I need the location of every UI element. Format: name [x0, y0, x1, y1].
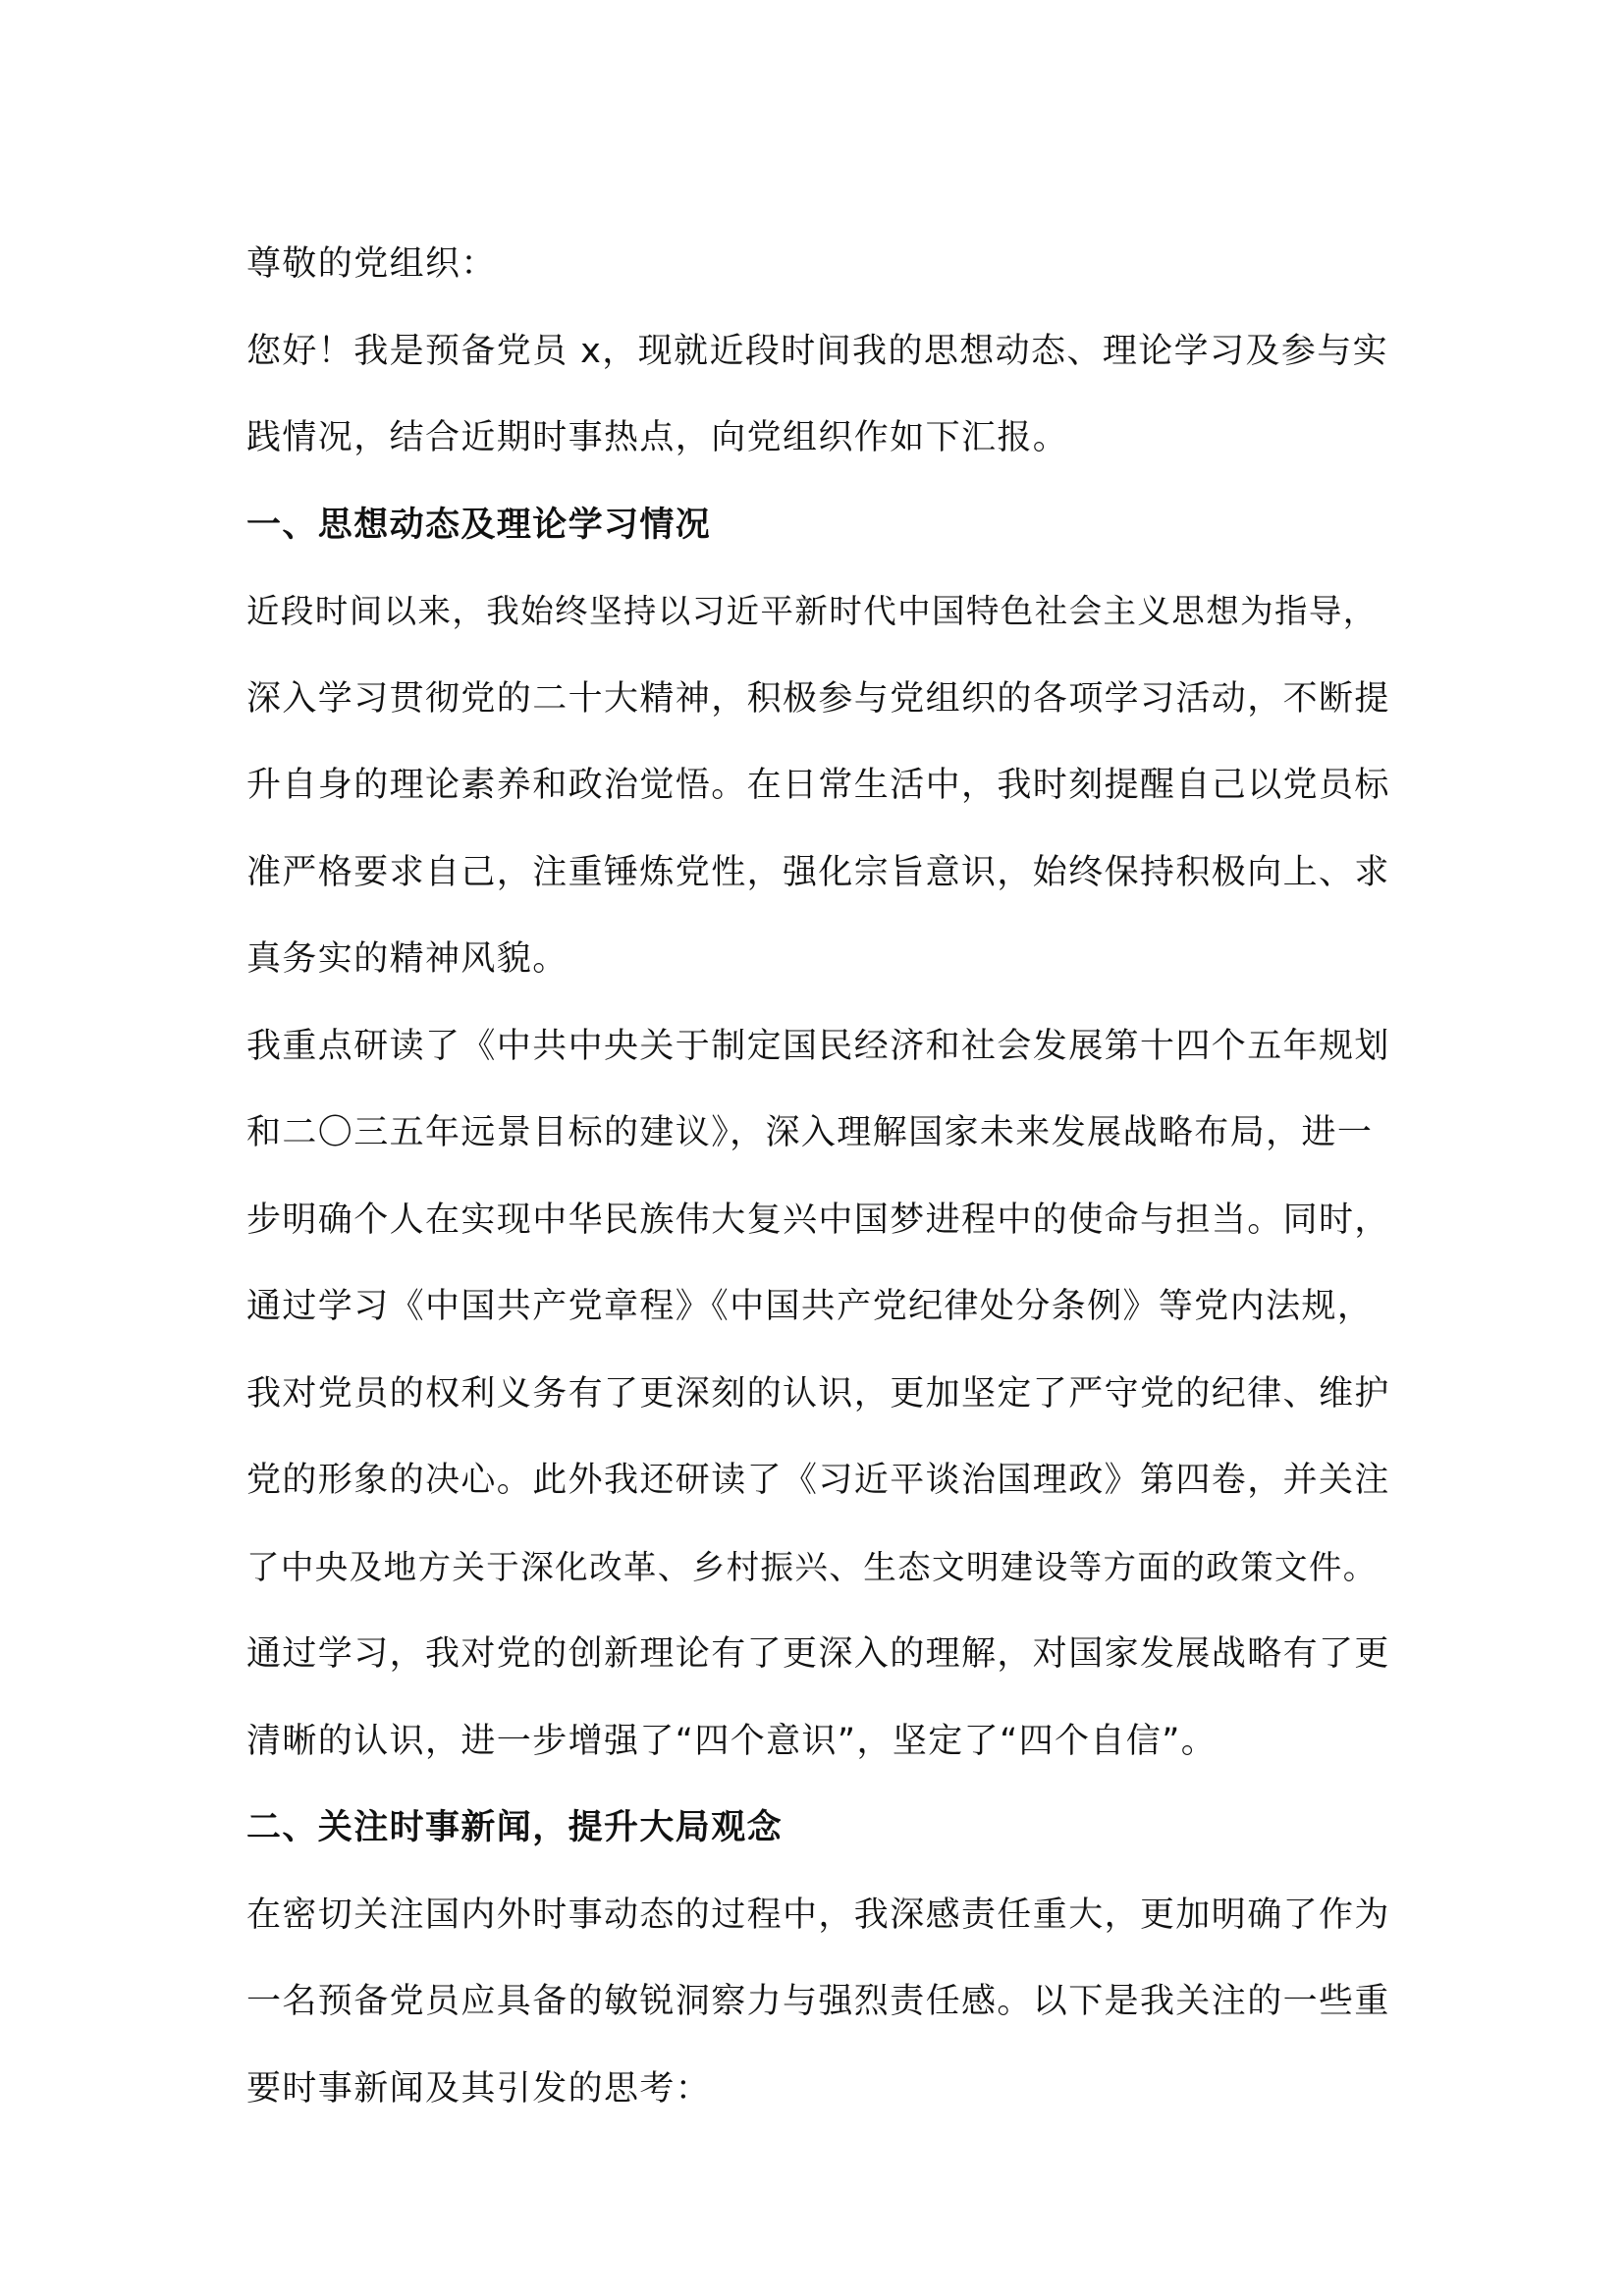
paragraph-line: 我对党员的权利义务有了更深刻的认识，更加坚定了严守党的纪律、维护: [246, 1373, 1390, 1414]
section-heading-2: 二、关注时事新闻，提升大局观念: [246, 1808, 784, 1847]
paragraph-line: 通过学习《中国共产党章程》《中国共产党纪律处分条例》等党内法规，: [246, 1287, 1374, 1326]
paragraph-line: 清晰的认识，进一步增强了“四个意识”，坚定了“四个自信”。: [246, 1721, 1218, 1761]
document-page: [246, 221, 1390, 2132]
paragraph-line: 我重点研读了《中共中央关于制定国民经济和社会发展第十四个五年规划: [246, 1026, 1390, 1066]
paragraph-line: 准严格要求自己，注重锤炼党性，强化宗旨意识，始终保持积极向上、求: [246, 852, 1390, 892]
intro-line: 您好！我是预备党员 x，现就近段时间我的思想动态、理论学习及参与实: [246, 331, 1389, 371]
paragraph-line: 通过学习，我对党的创新理论有了更深入的理解，对国家发展战略有了更: [246, 1634, 1390, 1674]
paragraph-line: 了中央及地方关于深化改革、乡村振兴、生态文明建设等方面的政策文件。: [246, 1547, 1378, 1586]
paragraph-line: 近段时间以来，我始终坚持以习近平新时代中国特色社会主义思想为指导，: [246, 592, 1378, 630]
intro-line: 践情况，结合近期时事热点，向党组织作如下汇报。: [246, 418, 1069, 457]
salutation: 尊敬的党组织：: [246, 244, 497, 284]
paragraph-line: 一名预备党员应具备的敏锐洞察力与强烈责任感。以下是我关注的一些重: [246, 1982, 1390, 2021]
paragraph-line: 在密切关注国内外时事动态的过程中，我深感责任重大，更加明确了作为: [246, 1895, 1390, 1935]
paragraph-line: 和二〇三五年远景目标的建议》，深入理解国家未来发展战略布局，进一: [246, 1113, 1374, 1152]
paragraph-line: 升自身的理论素养和政治觉悟。在日常生活中，我时刻提醒自己以党员标: [246, 766, 1390, 805]
paragraph-line: 步明确个人在实现中华民族伟大复兴中国梦进程中的使命与担当。同时，: [246, 1200, 1390, 1240]
paragraph-line: 党的形象的决心。此外我还研读了《习近平谈治国理政》第四卷，并关注: [246, 1461, 1390, 1500]
section-heading-1: 一、思想动态及理论学习情况: [246, 505, 712, 545]
paragraph-line: 要时事新闻及其引发的思考：: [246, 2068, 712, 2109]
paragraph-line: 真务实的精神风貌。: [246, 939, 568, 979]
paragraph-line: 深入学习贯彻党的二十大精神，积极参与党组织的各项学习活动，不断提: [246, 678, 1390, 719]
